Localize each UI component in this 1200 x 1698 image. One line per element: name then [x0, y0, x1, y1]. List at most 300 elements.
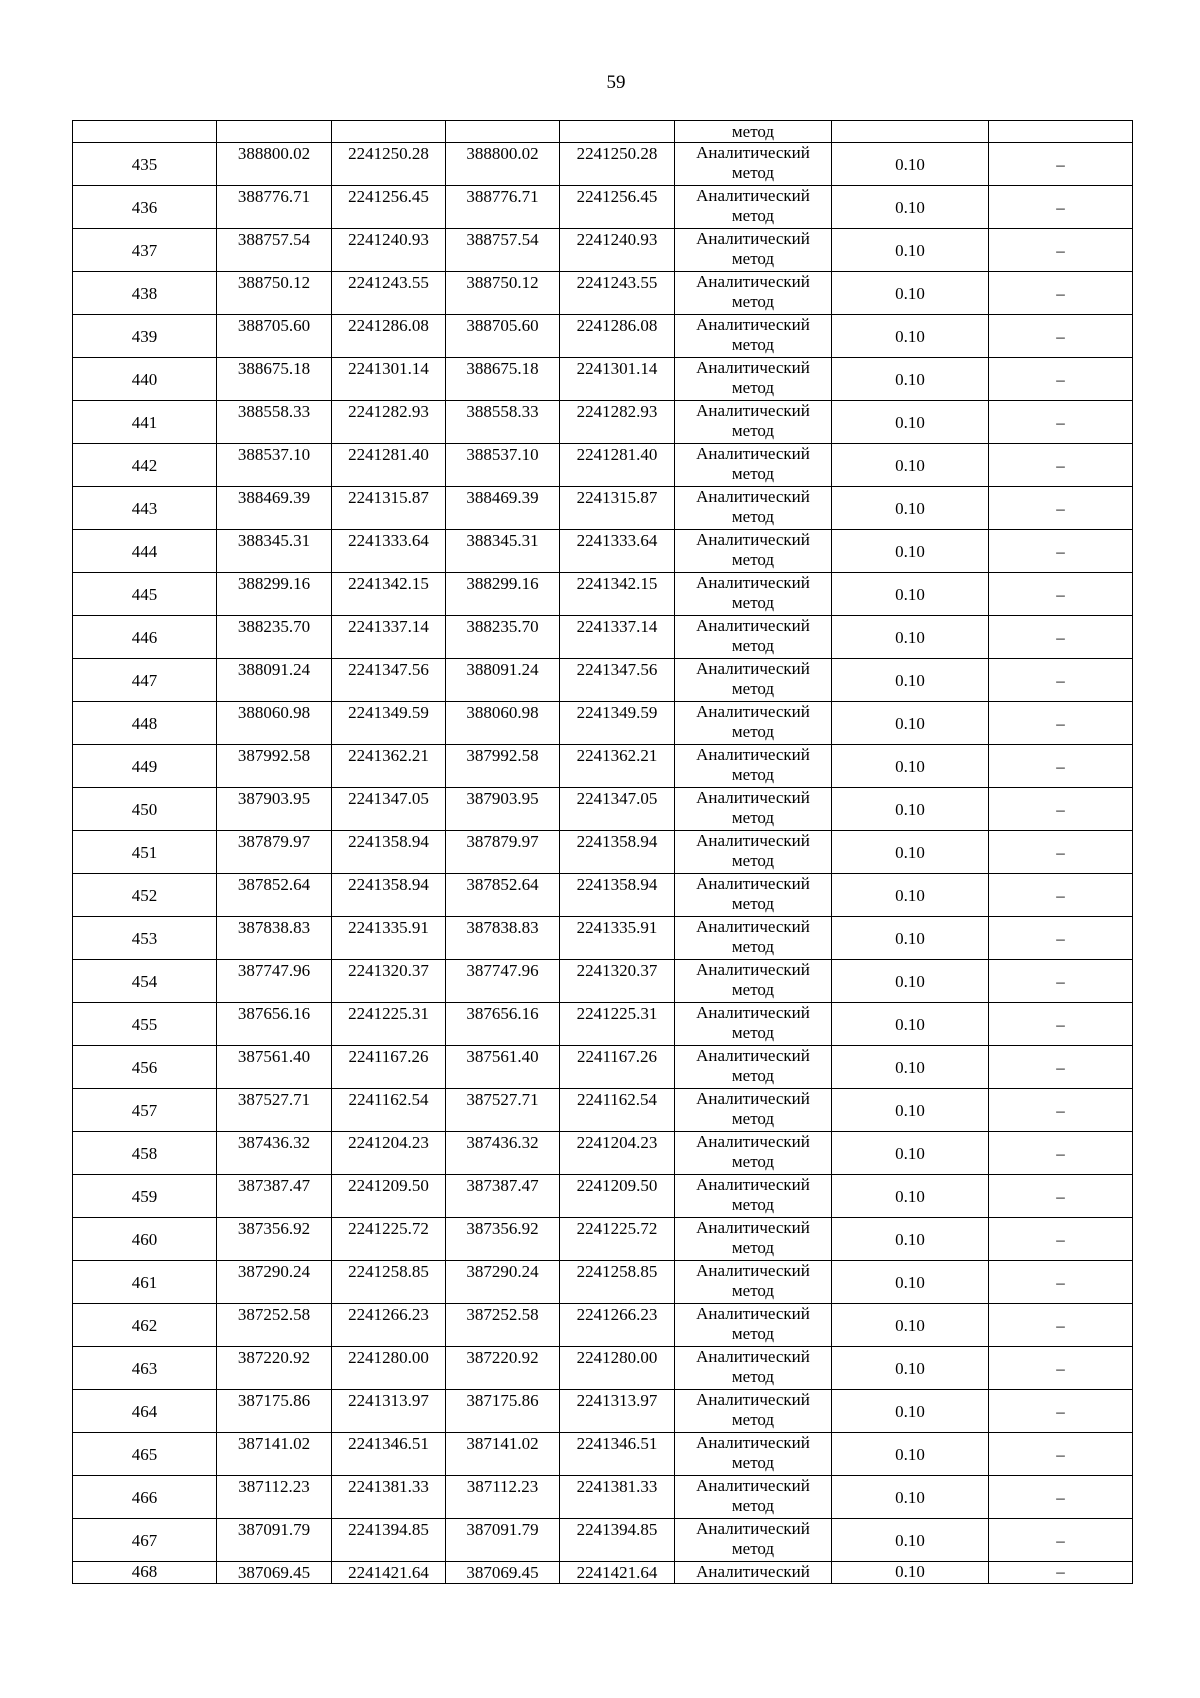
y-coordinate-cell: 2241421.64 [332, 1562, 446, 1584]
x-coordinate-cell: 387091.79 [446, 1519, 560, 1562]
x-coordinate-cell: 387252.58 [217, 1304, 332, 1347]
table-row [73, 530, 1133, 573]
x-coordinate-cell: 387112.23 [217, 1476, 332, 1519]
x-coordinate-cell: 388750.12 [217, 272, 332, 315]
x-coordinate-cell: 387290.24 [217, 1261, 332, 1304]
table-row [73, 874, 1133, 917]
accuracy-cell: 0.10 [832, 917, 989, 960]
y-coordinate-cell: 2241342.15 [560, 573, 675, 616]
table-row [73, 272, 1133, 315]
note-cell: – [989, 659, 1133, 702]
y-coordinate-cell: 2241347.05 [560, 788, 675, 831]
x-coordinate-cell: 387838.83 [446, 917, 560, 960]
table-body [73, 121, 1133, 1584]
accuracy-cell: 0.10 [832, 659, 989, 702]
method-cell [675, 1390, 832, 1433]
point-number-cell: 436 [73, 186, 217, 229]
point-number-cell: 461 [73, 1261, 217, 1304]
method-cell [675, 960, 832, 1003]
x-coordinate-cell: 388235.70 [217, 616, 332, 659]
table-cell-empty [832, 121, 989, 143]
table-cell-empty [73, 121, 217, 143]
y-coordinate-cell: 2241381.33 [560, 1476, 675, 1519]
y-coordinate-cell: 2241225.31 [332, 1003, 446, 1046]
method-cell [675, 573, 832, 616]
y-coordinate-cell: 2241313.97 [332, 1390, 446, 1433]
point-number-cell: 465 [73, 1433, 217, 1476]
point-number-cell: 442 [73, 444, 217, 487]
x-coordinate-cell: 388299.16 [446, 573, 560, 616]
y-coordinate-cell: 2241250.28 [560, 143, 675, 186]
y-coordinate-cell: 2241258.85 [332, 1261, 446, 1304]
note-cell: – [989, 1046, 1133, 1089]
y-coordinate-cell: 2241301.14 [560, 358, 675, 401]
x-coordinate-cell: 387141.02 [446, 1433, 560, 1476]
method-cell [675, 487, 832, 530]
y-coordinate-cell: 2241315.87 [560, 487, 675, 530]
x-coordinate-cell: 387879.97 [217, 831, 332, 874]
point-number-cell: 451 [73, 831, 217, 874]
method-line-2: метод [731, 1496, 775, 1515]
y-coordinate-cell: 2241320.37 [332, 960, 446, 1003]
x-coordinate-cell: 388800.02 [446, 143, 560, 186]
accuracy-cell: 0.10 [832, 745, 989, 788]
method-line-1: Аналитический [696, 229, 810, 248]
note-cell: – [989, 272, 1133, 315]
table-row [73, 917, 1133, 960]
x-coordinate-cell: 387436.32 [217, 1132, 332, 1175]
y-coordinate-cell: 2241256.45 [332, 186, 446, 229]
table-row [73, 1046, 1133, 1089]
point-number-cell: 456 [73, 1046, 217, 1089]
y-coordinate-cell: 2241362.21 [560, 745, 675, 788]
y-coordinate-cell: 2241258.85 [560, 1261, 675, 1304]
table-row [73, 315, 1133, 358]
method-cell [675, 616, 832, 659]
method-line-1: Аналитический [696, 1476, 810, 1495]
x-coordinate-cell: 387992.58 [446, 745, 560, 788]
method-line-1: Аналитический [696, 358, 810, 377]
method-cell [675, 745, 832, 788]
method-cell [675, 186, 832, 229]
x-coordinate-cell: 388469.39 [217, 487, 332, 530]
method-line-1: Аналитический [696, 1390, 810, 1409]
method-line-1: Аналитический [696, 143, 810, 162]
method-line-2: метод [731, 937, 775, 956]
point-number-cell: 463 [73, 1347, 217, 1390]
method-line-2: метод [731, 421, 775, 440]
x-coordinate-cell: 387252.58 [446, 1304, 560, 1347]
method-line-2: метод [731, 163, 775, 182]
coordinates-table [72, 120, 1133, 1584]
table-row [73, 960, 1133, 1003]
y-coordinate-cell: 2241320.37 [560, 960, 675, 1003]
method-line-1: Аналитический [696, 616, 810, 635]
y-coordinate-cell: 2241243.55 [332, 272, 446, 315]
accuracy-cell: 0.10 [832, 616, 989, 659]
point-number-cell: 445 [73, 573, 217, 616]
x-coordinate-cell: 388558.33 [446, 401, 560, 444]
y-coordinate-cell: 2241225.72 [332, 1218, 446, 1261]
x-coordinate-cell: 387436.32 [446, 1132, 560, 1175]
table-cell-empty [446, 121, 560, 143]
method-cell [675, 1046, 832, 1089]
note-cell: – [989, 1476, 1133, 1519]
method-line-2: метод [731, 1410, 775, 1429]
note-cell: – [989, 1175, 1133, 1218]
table-cell-empty [989, 121, 1133, 143]
accuracy-cell: 0.10 [832, 315, 989, 358]
y-coordinate-cell: 2241358.94 [332, 831, 446, 874]
method-line-2: метод [731, 1539, 775, 1558]
method-cell [675, 1218, 832, 1261]
x-coordinate-cell: 388537.10 [217, 444, 332, 487]
y-coordinate-cell: 2241358.94 [560, 831, 675, 874]
note-cell: – [989, 1218, 1133, 1261]
y-coordinate-cell: 2241347.05 [332, 788, 446, 831]
method-line-2: метод [731, 1324, 775, 1343]
x-coordinate-cell: 388750.12 [446, 272, 560, 315]
method-cell [675, 1347, 832, 1390]
y-coordinate-cell: 2241240.93 [560, 229, 675, 272]
table-row [73, 1175, 1133, 1218]
method-line-1: Аналитический [696, 1218, 810, 1237]
table-row [73, 1218, 1133, 1261]
method-cell [675, 874, 832, 917]
x-coordinate-cell: 387903.95 [446, 788, 560, 831]
y-coordinate-cell: 2241281.40 [332, 444, 446, 487]
point-number-cell: 435 [73, 143, 217, 186]
method-line-1: Аналитический [696, 702, 810, 721]
method-line-2: метод [731, 636, 775, 655]
y-coordinate-cell: 2241394.85 [332, 1519, 446, 1562]
note-cell: – [989, 745, 1133, 788]
accuracy-cell: 0.10 [832, 1390, 989, 1433]
y-coordinate-cell: 2241256.45 [560, 186, 675, 229]
x-coordinate-cell: 387656.16 [446, 1003, 560, 1046]
y-coordinate-cell: 2241280.00 [560, 1347, 675, 1390]
y-coordinate-cell: 2241209.50 [560, 1175, 675, 1218]
y-coordinate-cell: 2241358.94 [332, 874, 446, 917]
method-cell [675, 143, 832, 186]
y-coordinate-cell: 2241250.28 [332, 143, 446, 186]
y-coordinate-cell: 2241282.93 [560, 401, 675, 444]
accuracy-cell: 0.10 [832, 1175, 989, 1218]
accuracy-cell: 0.10 [832, 1562, 989, 1584]
accuracy-cell: 0.10 [832, 1003, 989, 1046]
x-coordinate-cell: 387747.96 [217, 960, 332, 1003]
method-cell [675, 831, 832, 874]
x-coordinate-cell: 387561.40 [446, 1046, 560, 1089]
method-line-1: Аналитический [696, 960, 810, 979]
method-line-1: Аналитический [696, 831, 810, 850]
accuracy-cell: 0.10 [832, 1433, 989, 1476]
method-cell [675, 530, 832, 573]
point-number-cell: 462 [73, 1304, 217, 1347]
y-coordinate-cell: 2241204.23 [332, 1132, 446, 1175]
point-number-cell: 439 [73, 315, 217, 358]
method-line-1: Аналитический [696, 530, 810, 549]
x-coordinate-cell: 387220.92 [217, 1347, 332, 1390]
method-cell [675, 229, 832, 272]
point-number-cell: 459 [73, 1175, 217, 1218]
x-coordinate-cell: 387527.71 [446, 1089, 560, 1132]
x-coordinate-cell: 388091.24 [217, 659, 332, 702]
x-coordinate-cell: 388705.60 [217, 315, 332, 358]
method-cell [675, 1132, 832, 1175]
accuracy-cell: 0.10 [832, 444, 989, 487]
x-coordinate-cell: 387290.24 [446, 1261, 560, 1304]
accuracy-cell: 0.10 [832, 960, 989, 1003]
method-line-1: Аналитический [696, 1132, 810, 1151]
accuracy-cell: 0.10 [832, 487, 989, 530]
accuracy-cell: 0.10 [832, 229, 989, 272]
x-coordinate-cell: 388800.02 [217, 143, 332, 186]
note-cell: – [989, 444, 1133, 487]
table-row [73, 143, 1133, 186]
method-line-1: Аналитический [696, 1089, 810, 1108]
x-coordinate-cell: 387220.92 [446, 1347, 560, 1390]
method-line-2: метод [731, 1367, 775, 1386]
table-row [73, 1089, 1133, 1132]
note-cell: – [989, 229, 1133, 272]
y-coordinate-cell: 2241381.33 [332, 1476, 446, 1519]
y-coordinate-cell: 2241167.26 [560, 1046, 675, 1089]
continuation-row [73, 121, 1133, 143]
point-number-cell: 447 [73, 659, 217, 702]
accuracy-cell: 0.10 [832, 1218, 989, 1261]
method-line-2: метод [731, 593, 775, 612]
x-coordinate-cell: 387656.16 [217, 1003, 332, 1046]
accuracy-cell: 0.10 [832, 1089, 989, 1132]
note-cell: – [989, 315, 1133, 358]
method-line-2: метод [731, 894, 775, 913]
method-line-1: Аналитический [696, 1519, 810, 1538]
point-number-cell: 457 [73, 1089, 217, 1132]
note-cell: – [989, 1347, 1133, 1390]
table-row [73, 1562, 1133, 1584]
y-coordinate-cell: 2241266.23 [560, 1304, 675, 1347]
x-coordinate-cell: 387175.86 [446, 1390, 560, 1433]
method-line-1: Аналитический [696, 659, 810, 678]
method-cell [675, 315, 832, 358]
point-number-cell: 460 [73, 1218, 217, 1261]
table-row [73, 401, 1133, 444]
method-line-2: метод [731, 1195, 775, 1214]
y-coordinate-cell: 2241333.64 [560, 530, 675, 573]
x-coordinate-cell: 387747.96 [446, 960, 560, 1003]
method-line-1: Аналитический [696, 1304, 810, 1323]
y-coordinate-cell: 2241335.91 [332, 917, 446, 960]
method-line-2: метод [731, 378, 775, 397]
point-number-cell: 437 [73, 229, 217, 272]
accuracy-cell: 0.10 [832, 530, 989, 573]
accuracy-cell: 0.10 [832, 143, 989, 186]
method-cell [675, 1089, 832, 1132]
table-row [73, 1132, 1133, 1175]
method-line-1: Аналитический [696, 1175, 810, 1194]
x-coordinate-cell: 388675.18 [217, 358, 332, 401]
point-number-cell: 455 [73, 1003, 217, 1046]
accuracy-cell: 0.10 [832, 1347, 989, 1390]
table-row [73, 1003, 1133, 1046]
method-continuation-cell: метод [675, 121, 832, 143]
accuracy-cell: 0.10 [832, 1046, 989, 1089]
method-cell [675, 358, 832, 401]
y-coordinate-cell: 2241346.51 [560, 1433, 675, 1476]
note-cell: – [989, 1562, 1133, 1584]
x-coordinate-cell: 387527.71 [217, 1089, 332, 1132]
note-cell: – [989, 960, 1133, 1003]
accuracy-cell: 0.10 [832, 874, 989, 917]
x-coordinate-cell: 388091.24 [446, 659, 560, 702]
method-cell [675, 401, 832, 444]
x-coordinate-cell: 387852.64 [217, 874, 332, 917]
method-line-2: метод [731, 722, 775, 741]
method-cell [675, 272, 832, 315]
method-cell [675, 1433, 832, 1476]
point-number-cell: 467 [73, 1519, 217, 1562]
point-number-cell: 466 [73, 1476, 217, 1519]
y-coordinate-cell: 2241280.00 [332, 1347, 446, 1390]
x-coordinate-cell: 388776.71 [217, 186, 332, 229]
y-coordinate-cell: 2241243.55 [560, 272, 675, 315]
y-coordinate-cell: 2241337.14 [332, 616, 446, 659]
x-coordinate-cell: 388345.31 [446, 530, 560, 573]
point-number-cell: 446 [73, 616, 217, 659]
table-row [73, 1261, 1133, 1304]
y-coordinate-cell: 2241333.64 [332, 530, 446, 573]
x-coordinate-cell: 387852.64 [446, 874, 560, 917]
y-coordinate-cell: 2241335.91 [560, 917, 675, 960]
table-row [73, 831, 1133, 874]
method-cell [675, 1476, 832, 1519]
x-coordinate-cell: 388558.33 [217, 401, 332, 444]
table-row [73, 1476, 1133, 1519]
point-number-cell: 448 [73, 702, 217, 745]
note-cell: – [989, 1089, 1133, 1132]
note-cell: – [989, 358, 1133, 401]
method-line-1: Аналитический [696, 917, 810, 936]
x-coordinate-cell: 387838.83 [217, 917, 332, 960]
x-coordinate-cell: 387903.95 [217, 788, 332, 831]
accuracy-cell: 0.10 [832, 272, 989, 315]
note-cell: – [989, 530, 1133, 573]
y-coordinate-cell: 2241337.14 [560, 616, 675, 659]
point-number-cell: 450 [73, 788, 217, 831]
method-cell [675, 1175, 832, 1218]
method-line-1: Аналитический [696, 1261, 810, 1280]
method-line-2: метод [731, 1066, 775, 1085]
point-number-cell: 468 [73, 1562, 217, 1584]
y-coordinate-cell: 2241346.51 [332, 1433, 446, 1476]
x-coordinate-cell: 388675.18 [446, 358, 560, 401]
y-coordinate-cell: 2241286.08 [332, 315, 446, 358]
table-row [73, 1304, 1133, 1347]
table-row [73, 745, 1133, 788]
table-row [73, 788, 1133, 831]
accuracy-cell: 0.10 [832, 358, 989, 401]
method-line-2: метод [731, 550, 775, 569]
y-coordinate-cell: 2241421.64 [560, 1562, 675, 1584]
note-cell: – [989, 1390, 1133, 1433]
y-coordinate-cell: 2241313.97 [560, 1390, 675, 1433]
point-number-cell: 443 [73, 487, 217, 530]
table-row [73, 358, 1133, 401]
y-coordinate-cell: 2241349.59 [332, 702, 446, 745]
y-coordinate-cell: 2241162.54 [332, 1089, 446, 1132]
y-coordinate-cell: 2241266.23 [332, 1304, 446, 1347]
method-line-2: метод [731, 851, 775, 870]
table-row [73, 444, 1133, 487]
x-coordinate-cell: 388705.60 [446, 315, 560, 358]
y-coordinate-cell: 2241209.50 [332, 1175, 446, 1218]
method-line-1: Аналитический [696, 1562, 810, 1581]
point-number-cell: 454 [73, 960, 217, 1003]
method-line-2: метод [731, 292, 775, 311]
y-coordinate-cell: 2241225.72 [560, 1218, 675, 1261]
method-line-1: Аналитический [696, 315, 810, 334]
accuracy-cell: 0.10 [832, 186, 989, 229]
y-coordinate-cell: 2241204.23 [560, 1132, 675, 1175]
y-coordinate-cell: 2241240.93 [332, 229, 446, 272]
x-coordinate-cell: 388060.98 [446, 702, 560, 745]
point-number-cell: 464 [73, 1390, 217, 1433]
table-row [73, 616, 1133, 659]
method-line-1: Аналитический [696, 1046, 810, 1065]
point-number-cell: 449 [73, 745, 217, 788]
accuracy-cell: 0.10 [832, 1261, 989, 1304]
x-coordinate-cell: 388757.54 [217, 229, 332, 272]
point-number-cell: 440 [73, 358, 217, 401]
note-cell: – [989, 487, 1133, 530]
point-number-cell: 444 [73, 530, 217, 573]
accuracy-cell: 0.10 [832, 788, 989, 831]
note-cell: – [989, 143, 1133, 186]
x-coordinate-cell: 387069.45 [446, 1562, 560, 1584]
note-cell: – [989, 1304, 1133, 1347]
table-row [73, 702, 1133, 745]
method-line-1: Аналитический [696, 186, 810, 205]
x-coordinate-cell: 387175.86 [217, 1390, 332, 1433]
y-coordinate-cell: 2241281.40 [560, 444, 675, 487]
method-line-2: метод [731, 1152, 775, 1171]
x-coordinate-cell: 387141.02 [217, 1433, 332, 1476]
method-cell [675, 1003, 832, 1046]
x-coordinate-cell: 387561.40 [217, 1046, 332, 1089]
method-cell [675, 1519, 832, 1562]
y-coordinate-cell: 2241394.85 [560, 1519, 675, 1562]
note-cell: – [989, 917, 1133, 960]
y-coordinate-cell: 2241162.54 [560, 1089, 675, 1132]
accuracy-cell: 0.10 [832, 831, 989, 874]
note-cell: – [989, 1132, 1133, 1175]
note-cell: – [989, 702, 1133, 745]
x-coordinate-cell: 387112.23 [446, 1476, 560, 1519]
accuracy-cell: 0.10 [832, 702, 989, 745]
accuracy-cell: 0.10 [832, 401, 989, 444]
x-coordinate-cell: 387387.47 [217, 1175, 332, 1218]
x-coordinate-cell: 388537.10 [446, 444, 560, 487]
point-number-cell: 438 [73, 272, 217, 315]
table-row [73, 487, 1133, 530]
y-coordinate-cell: 2241347.56 [560, 659, 675, 702]
y-coordinate-cell: 2241362.21 [332, 745, 446, 788]
x-coordinate-cell: 388469.39 [446, 487, 560, 530]
method-line-1: Аналитический [696, 788, 810, 807]
point-number-cell: 452 [73, 874, 217, 917]
y-coordinate-cell: 2241342.15 [332, 573, 446, 616]
